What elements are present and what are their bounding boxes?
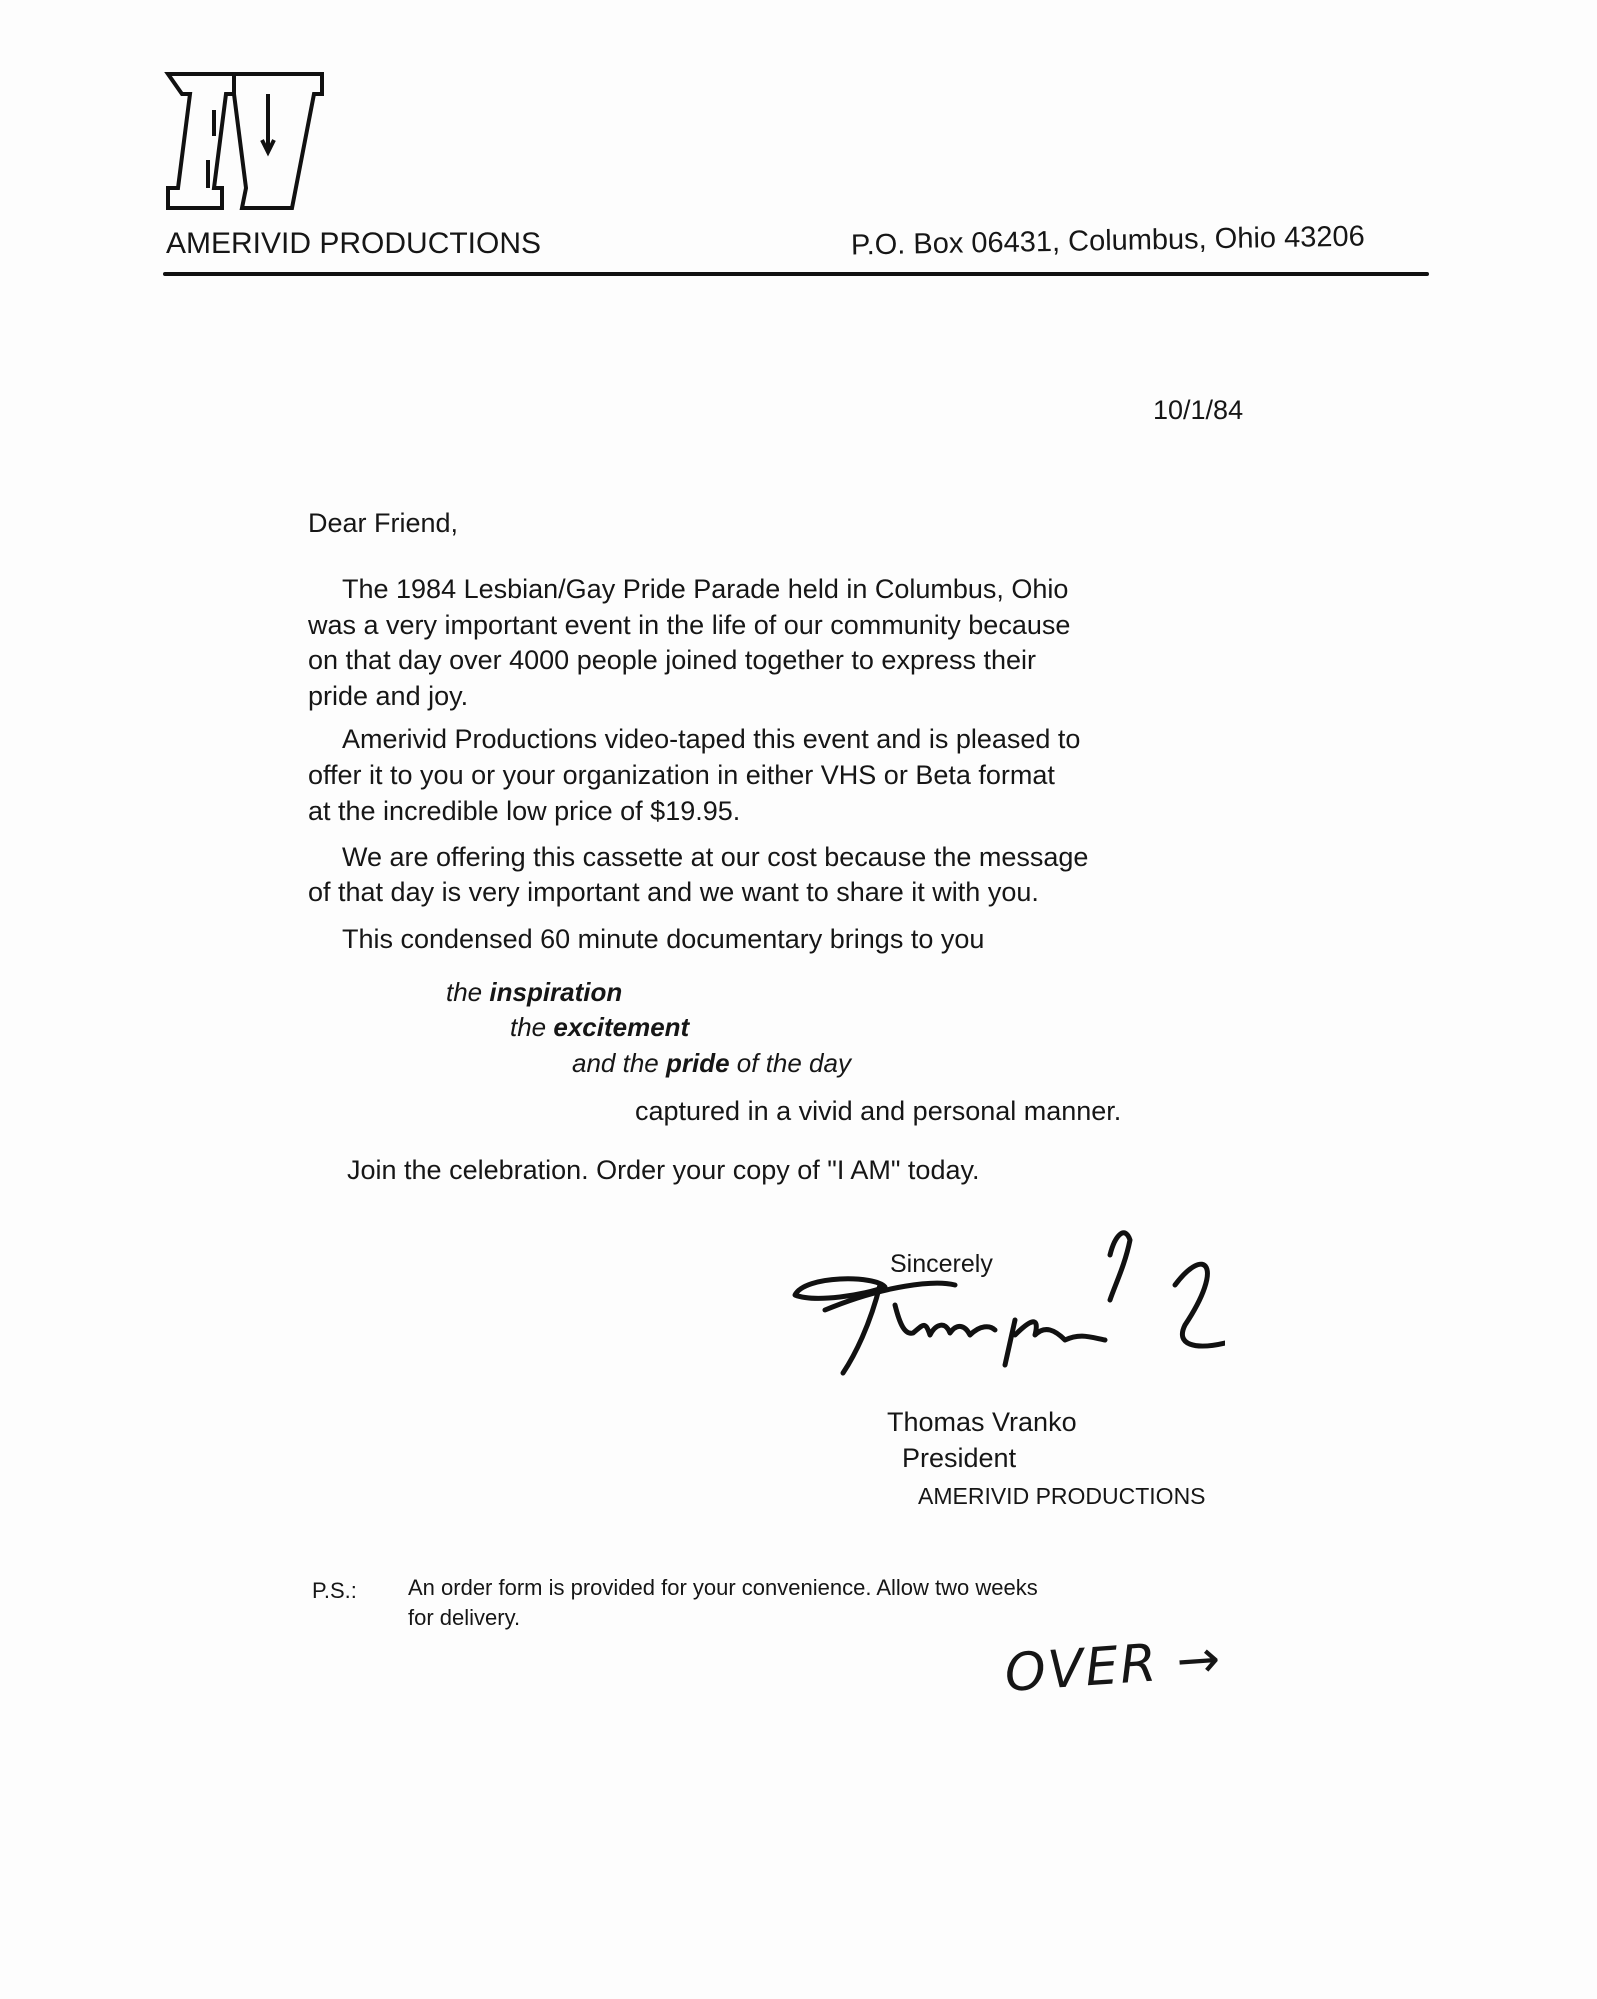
paragraph-2-line: at the incredible low price of $19.95.: [308, 796, 741, 826]
ps-line: An order form is provided for your convenience. Allow two weeks: [408, 1575, 1038, 1600]
signer-name: Thomas Vranko: [887, 1407, 1077, 1437]
handwritten-signature: [785, 1225, 1225, 1395]
ps-line: for delivery.: [408, 1605, 521, 1630]
highlight-bold: inspiration: [489, 977, 623, 1007]
highlight-bold: excitement: [553, 1012, 690, 1042]
company-name: AMERIVID PRODUCTIONS: [166, 227, 542, 260]
paragraph-2-line: offer it to you or your organization in either VHS or Beta format: [308, 760, 1055, 790]
highlight-captured: captured in a vivid and personal manner.: [635, 1096, 1122, 1126]
paragraph-3-line: We are offering this cassette at our cost because the message: [342, 842, 1089, 872]
av-logo: [164, 70, 326, 212]
paragraph-2-line: Amerivid Productions video-taped this event and is pleased to: [342, 724, 1081, 754]
highlight-excitement: [510, 1014, 689, 1040]
highlight-text: the: [446, 977, 490, 1007]
closing-call: Join the celebration. Order your copy of "I AM" today.: [347, 1155, 980, 1185]
highlight-text: of the day: [729, 1048, 851, 1078]
paragraph-1-line: The 1984 Lesbian/Gay Pride Parade held in Columbus, Ohio: [342, 574, 1069, 604]
highlight-inspiration: [446, 979, 622, 1005]
paragraph-1-line: on that day over 4000 people joined together to express their: [308, 645, 1036, 675]
salutation: Dear Friend,: [308, 508, 459, 538]
letterhead-divider: [163, 272, 1429, 276]
signer-company: AMERIVID PRODUCTIONS: [918, 1483, 1206, 1509]
highlight-text: and the: [572, 1048, 666, 1078]
paragraph-1-line: was a very important event in the life of our community because: [308, 610, 1071, 640]
closing: Sincerely: [890, 1250, 993, 1278]
highlight-pride: [572, 1050, 851, 1076]
ps-label: P.S.:: [312, 1578, 357, 1603]
highlight-bold: pride: [665, 1048, 730, 1078]
paragraph-4: This condensed 60 minute documentary brings to you: [342, 924, 985, 954]
paragraph-3-line: of that day is very important and we want to share it with you.: [308, 877, 1039, 907]
paragraph-1-line: pride and joy.: [308, 681, 469, 711]
company-address: P.O. Box 06431, Columbus, Ohio 43206: [850, 220, 1365, 262]
handwritten-over-note: OVER →: [1002, 1628, 1225, 1704]
signer-title: President: [902, 1443, 1017, 1473]
highlight-text: the: [510, 1012, 554, 1042]
letter-date: 10/1/84: [1153, 395, 1244, 425]
